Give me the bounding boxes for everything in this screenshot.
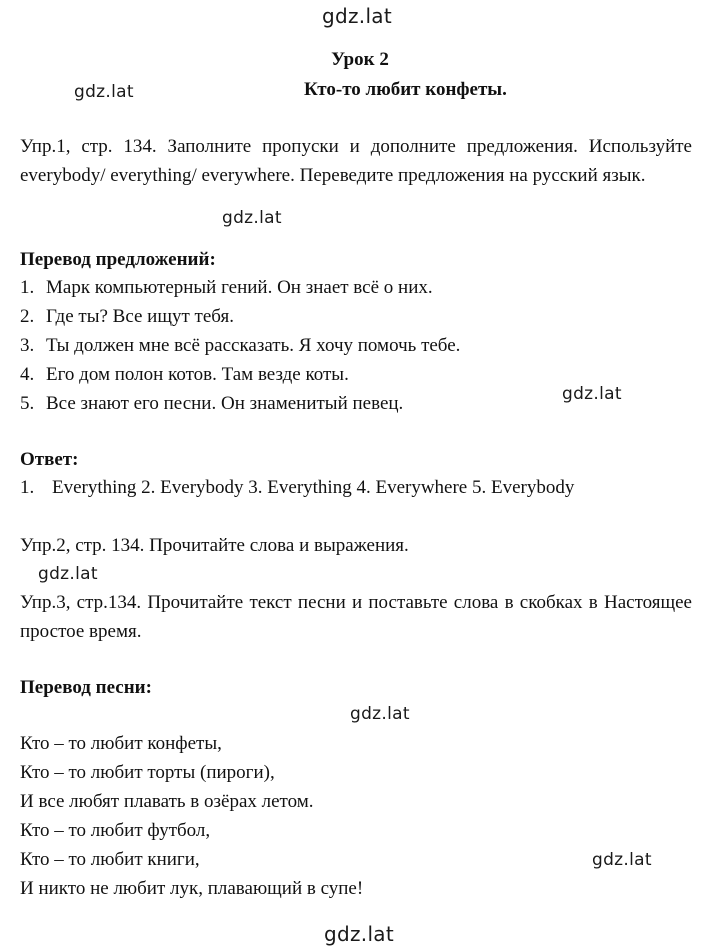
exercise-1-task: Упр.1, стр. 134. Заполните пропуски и дополните предложения. Используйте everybody/ everything/ everywhere. Переведите предложения на русский язык.: [20, 136, 692, 186]
watermark: gdz.lat: [350, 704, 410, 724]
watermark: gdz.lat: [322, 4, 393, 28]
list-item: [20, 332, 460, 360]
answer-line: [20, 474, 574, 502]
song-line: Кто – то любит конфеты,: [20, 733, 222, 754]
song-line: И все любят плавать в озёрах летом.: [20, 791, 314, 812]
watermark: gdz.lat: [74, 82, 134, 102]
list-text: Где ты? Все ищут тебя.: [46, 306, 234, 327]
watermark: gdz.lat: [562, 384, 622, 404]
exercise-2-task: Упр.2, стр. 134. Прочитайте слова и выражения.: [20, 535, 409, 556]
exercise-3-task: Упр.3, стр.134. Прочитайте текст песни и поставьте слова в скобках в Настоящее простое время.: [20, 592, 692, 642]
list-number: 5.: [20, 393, 35, 414]
watermark: gdz.lat: [324, 922, 395, 946]
answer-text: Everything 2. Everybody 3. Everything 4. Everywhere 5. Everybody: [52, 477, 575, 498]
song-line: И никто не любит лук, плавающий в супе!: [20, 878, 364, 899]
lesson-subtitle: Кто-то любит конфеты.: [304, 79, 507, 100]
list-item: [20, 361, 349, 389]
list-text: Марк компьютерный гений. Он знает всё о них.: [46, 277, 433, 298]
list-item: [20, 274, 433, 302]
list-number: 4.: [20, 364, 35, 385]
song-heading: Перевод песни:: [20, 677, 152, 698]
list-item: [20, 390, 403, 418]
watermark: gdz.lat: [38, 564, 98, 584]
list-text: Его дом полон котов. Там везде коты.: [46, 364, 349, 385]
list-item: [20, 303, 234, 331]
answer-number: 1.: [20, 477, 35, 498]
list-text: Ты должен мне всё рассказать. Я хочу помочь тебе.: [46, 335, 461, 356]
song-line: Кто – то любит футбол,: [20, 820, 211, 841]
translation-heading: Перевод предложений:: [20, 249, 216, 270]
list-number: 3.: [20, 335, 35, 356]
lesson-title: Урок 2: [331, 49, 389, 70]
list-number: 2.: [20, 306, 35, 327]
list-number: 1.: [20, 277, 35, 298]
song-line: Кто – то любит торты (пироги),: [20, 762, 275, 783]
song-line: Кто – то любит книги,: [20, 849, 200, 870]
list-text: Все знают его песни. Он знаменитый певец.: [46, 393, 404, 414]
watermark: gdz.lat: [592, 850, 652, 870]
answer-heading: Ответ:: [20, 449, 79, 470]
watermark: gdz.lat: [222, 208, 282, 228]
